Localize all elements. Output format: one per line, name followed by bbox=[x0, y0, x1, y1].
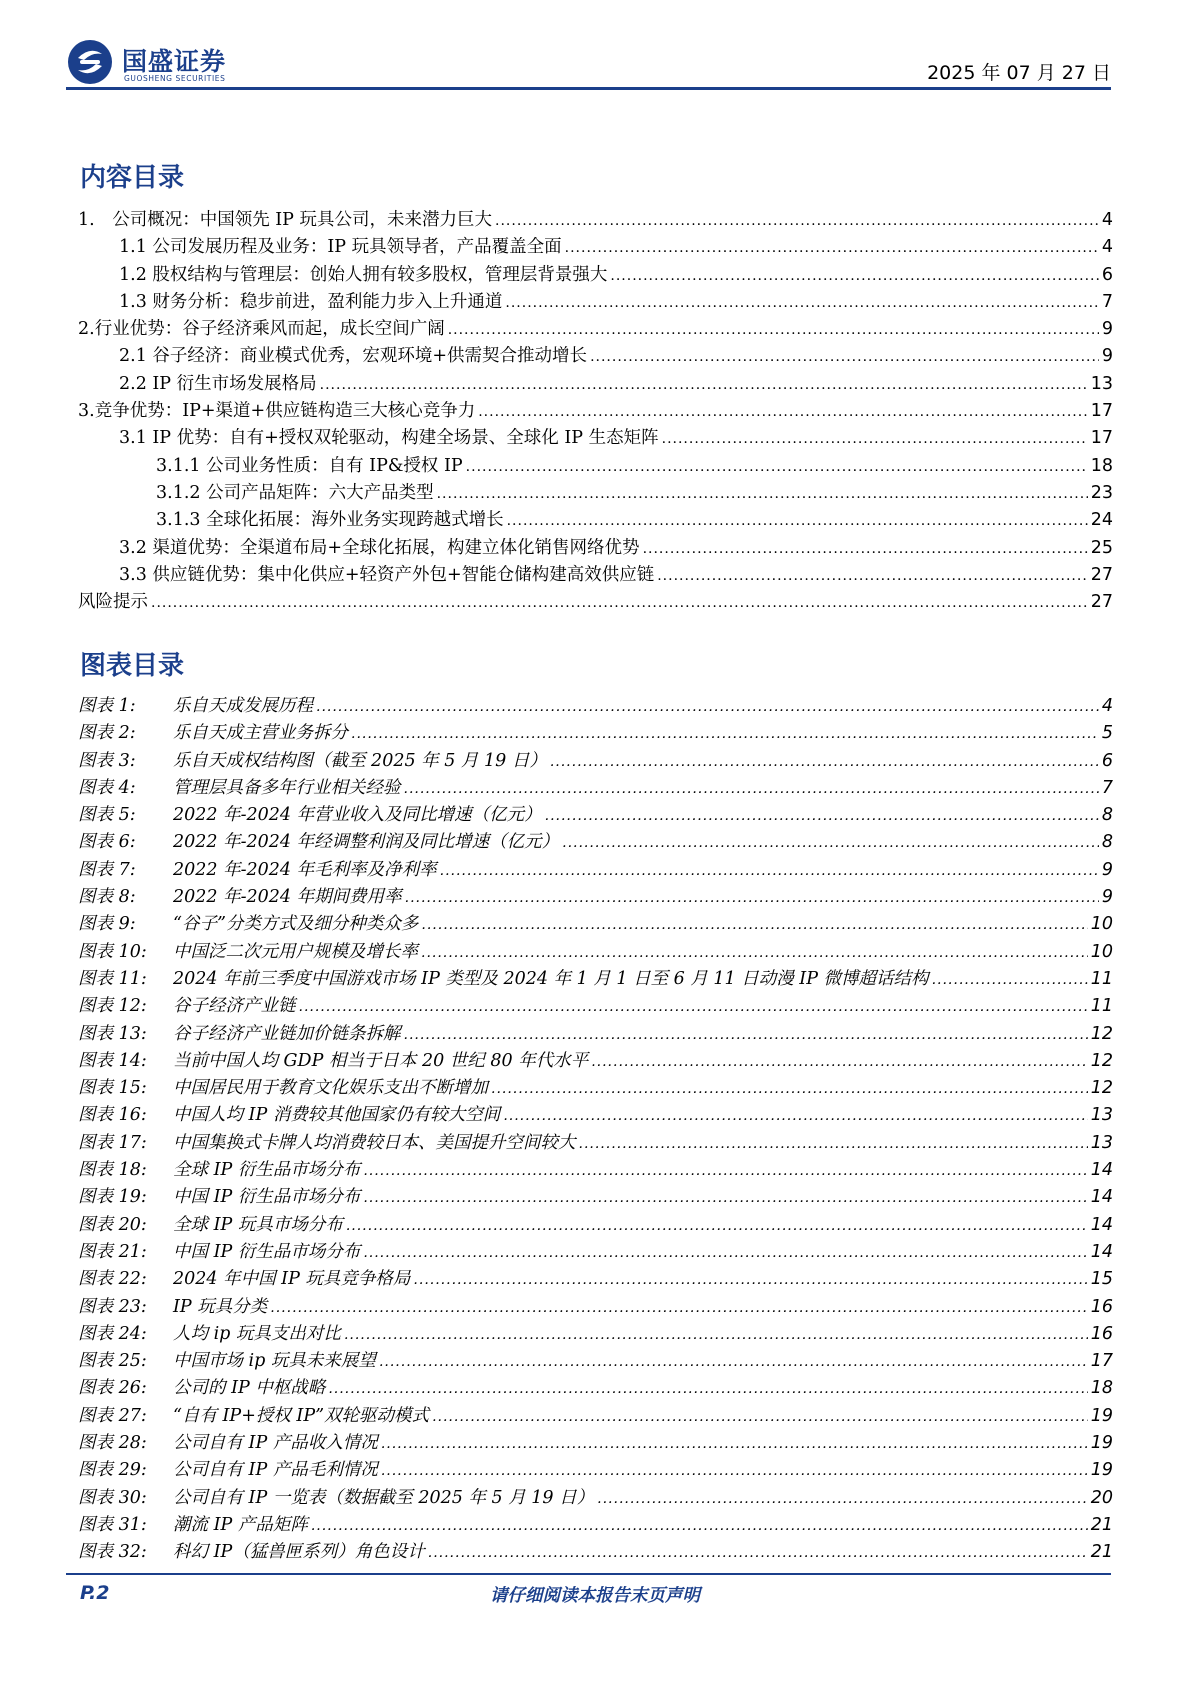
figure-number: 图表 4: bbox=[78, 777, 136, 798]
leader-dots bbox=[440, 863, 1099, 879]
figure-number: 图表 9: bbox=[78, 914, 136, 935]
figure-entry-page: 4 bbox=[1101, 696, 1113, 716]
leader-dots bbox=[405, 890, 1099, 906]
figure-label: 潮流 IP 产品矩阵 bbox=[173, 1514, 308, 1535]
figure-number: 图表 16: bbox=[78, 1105, 147, 1126]
toc-entry-label: 1.1 公司发展历程及业务：IP 玩具领导者，产品覆盖全面 bbox=[119, 237, 562, 258]
leader-dots bbox=[320, 377, 1088, 393]
figure-entry-text bbox=[78, 801, 542, 826]
toc-entry-label: 风险提示 bbox=[78, 592, 148, 613]
figure-label: 公司自有 IP 一览表（数据截至 2025 年 5 月 19 日） bbox=[173, 1487, 595, 1508]
leader-dots bbox=[311, 1518, 1088, 1534]
leader-dots bbox=[491, 1081, 1088, 1097]
figure-entry-text bbox=[78, 1538, 425, 1563]
figure-list bbox=[78, 692, 1113, 1566]
figure-label: 中国居民用于教育文化娱乐支出不断增加 bbox=[173, 1078, 488, 1099]
figure-label: “自有 IP+授权 IP”双轮驱动模式 bbox=[173, 1405, 430, 1426]
leader-dots bbox=[413, 1272, 1087, 1288]
leader-dots bbox=[495, 213, 1099, 229]
figure-number: 图表 6: bbox=[78, 832, 136, 853]
figure-number: 图表 27: bbox=[78, 1405, 147, 1426]
leader-dots bbox=[421, 945, 1088, 961]
figure-entry-page: 19 bbox=[1090, 1433, 1113, 1454]
figure-label: 公司自有 IP 产品收入情况 bbox=[173, 1433, 378, 1454]
leader-dots bbox=[657, 568, 1088, 584]
figure-label: 公司自有 IP 产品毛利情况 bbox=[173, 1460, 378, 1481]
toc-entry[interactable] bbox=[78, 397, 1113, 424]
figure-number: 图表 8: bbox=[78, 887, 136, 908]
leader-dots bbox=[610, 268, 1098, 284]
figure-label: 谷子经济产业链 bbox=[173, 996, 296, 1017]
figure-label: 中国人均 IP 消费较其他国家仍有较大空间 bbox=[173, 1105, 501, 1126]
toc-entry-page: 24 bbox=[1090, 510, 1113, 531]
figure-entry-text bbox=[78, 1183, 360, 1208]
figure-entry-text bbox=[78, 692, 313, 717]
figure-entry-page: 21 bbox=[1090, 1542, 1113, 1563]
leader-dots bbox=[346, 1218, 1088, 1234]
figure-number: 图表 26: bbox=[78, 1378, 147, 1399]
leader-dots bbox=[344, 1327, 1088, 1343]
leader-dots bbox=[590, 349, 1099, 365]
figure-entry[interactable] bbox=[78, 965, 1113, 992]
leader-dots bbox=[363, 1190, 1087, 1206]
figure-number: 图表 11: bbox=[78, 968, 147, 989]
leader-dots bbox=[932, 972, 1088, 988]
figure-entry[interactable] bbox=[78, 1374, 1113, 1401]
figure-entry-page: 18 bbox=[1090, 1378, 1113, 1399]
figure-label: 2022 年-2024 年期间费用率 bbox=[173, 887, 402, 908]
toc-entry[interactable] bbox=[78, 561, 1113, 588]
toc-entry-page: 4 bbox=[1101, 210, 1113, 230]
toc-entry-page: 17 bbox=[1090, 401, 1113, 422]
figure-entry-text bbox=[78, 1456, 378, 1481]
figure-entry[interactable] bbox=[78, 1265, 1113, 1292]
leader-dots bbox=[299, 999, 1088, 1015]
figure-number: 图表 24: bbox=[78, 1323, 147, 1344]
figure-entry[interactable] bbox=[78, 1511, 1113, 1538]
leader-dots bbox=[437, 486, 1088, 502]
figure-number: 图表 29: bbox=[78, 1460, 147, 1481]
figure-number: 图表 12: bbox=[78, 996, 147, 1017]
figure-entry[interactable] bbox=[78, 1047, 1113, 1074]
figure-entry-page: 10 bbox=[1090, 914, 1113, 935]
figure-entry[interactable] bbox=[78, 1156, 1113, 1183]
toc-entry-label: 3.1 IP 优势：自有+授权双轮驱动，构建全场景、全球化 IP 生态矩阵 bbox=[119, 428, 659, 449]
page-number: P.2 bbox=[80, 1582, 110, 1604]
leader-dots bbox=[662, 431, 1088, 447]
footer-divider bbox=[66, 1573, 1111, 1575]
toc-entry[interactable] bbox=[78, 424, 1113, 451]
leader-dots bbox=[363, 1245, 1087, 1261]
toc-entry-label: 3.1.1 公司业务性质：自有 IP&授权 IP bbox=[156, 455, 463, 476]
figure-number: 图表 23: bbox=[78, 1296, 147, 1317]
toc-entry-label: 1.2 股权结构与管理层：创始人拥有较多股权，管理层背景强大 bbox=[119, 264, 608, 285]
leader-dots bbox=[478, 404, 1088, 420]
figure-label: 中国 IP 衍生品市场分布 bbox=[173, 1187, 361, 1208]
toc-entry[interactable] bbox=[78, 342, 1113, 369]
toc-entry-label: 2.1 谷子经济：商业模式优秀，宏观环境+供需契合推动增长 bbox=[119, 346, 588, 367]
toc-entry-page: 7 bbox=[1101, 291, 1113, 312]
figure-number: 图表 31: bbox=[78, 1514, 147, 1535]
figure-label: 全球 IP 玩具市场分布 bbox=[173, 1214, 343, 1235]
toc-entry[interactable] bbox=[78, 588, 1113, 615]
figure-number: 图表 19: bbox=[78, 1187, 147, 1208]
figure-entry[interactable] bbox=[78, 1538, 1113, 1565]
leader-dots bbox=[503, 1108, 1087, 1124]
figure-entry-page: 5 bbox=[1101, 723, 1113, 744]
figure-entry-text bbox=[78, 1293, 267, 1318]
toc-entry[interactable] bbox=[78, 534, 1113, 561]
toc-entry-page: 17 bbox=[1090, 428, 1113, 449]
figure-entry-text bbox=[78, 1074, 488, 1099]
figure-entry[interactable] bbox=[78, 1129, 1113, 1156]
figure-label: “谷子”分类方式及细分种类众多 bbox=[173, 914, 419, 935]
leader-dots bbox=[507, 513, 1088, 529]
figure-label: 乐自天成权结构图（截至 2025 年 5 月 19 日） bbox=[173, 750, 547, 771]
figures-title: 图表目录 bbox=[80, 651, 185, 681]
toc-entry[interactable] bbox=[78, 452, 1113, 479]
leader-dots bbox=[448, 322, 1099, 338]
toc-entry-page: 6 bbox=[1101, 264, 1113, 285]
figure-entry-text bbox=[78, 1020, 401, 1045]
figure-entry[interactable] bbox=[78, 856, 1113, 883]
figure-entry[interactable] bbox=[78, 883, 1113, 910]
leader-dots bbox=[432, 1409, 1088, 1425]
figure-entry[interactable] bbox=[78, 1211, 1113, 1238]
leader-dots bbox=[505, 295, 1098, 311]
figure-entry-page: 20 bbox=[1090, 1487, 1113, 1508]
leader-dots bbox=[550, 754, 1099, 770]
figure-entry[interactable] bbox=[78, 828, 1113, 855]
figure-entry-page: 17 bbox=[1090, 1351, 1113, 1372]
toc-entry-page: 25 bbox=[1090, 537, 1113, 558]
leader-dots bbox=[597, 1491, 1088, 1507]
figure-entry-page: 6 bbox=[1101, 750, 1113, 771]
figure-entry-page: 14 bbox=[1090, 1187, 1113, 1208]
toc-entry-page: 23 bbox=[1090, 482, 1113, 503]
toc-entry-page: 18 bbox=[1090, 455, 1113, 476]
figure-entry-text bbox=[78, 1101, 500, 1126]
toc-entry[interactable] bbox=[78, 315, 1113, 342]
figure-entry-text bbox=[78, 1320, 341, 1345]
toc-entry[interactable] bbox=[78, 261, 1113, 288]
figure-entry-text bbox=[78, 938, 418, 963]
toc-entry-label: 1.3 财务分析：稳步前进，盈利能力步入上升通道 bbox=[119, 291, 503, 312]
toc-entry[interactable] bbox=[78, 288, 1113, 315]
figure-entry[interactable] bbox=[78, 1293, 1113, 1320]
leader-dots bbox=[421, 917, 1087, 933]
figure-entry-page: 15 bbox=[1090, 1269, 1113, 1290]
figure-label: 谷子经济产业链加价链条拆解 bbox=[173, 1023, 401, 1044]
figure-label: 全球 IP 衍生品市场分布 bbox=[173, 1160, 361, 1181]
figure-entry-page: 21 bbox=[1090, 1514, 1113, 1535]
figure-label: 2024 年中国 IP 玩具竞争格局 bbox=[173, 1269, 411, 1290]
leader-dots bbox=[270, 1300, 1087, 1316]
leader-dots bbox=[151, 595, 1088, 611]
figure-number: 图表 17: bbox=[78, 1132, 147, 1153]
figure-entry[interactable] bbox=[78, 1020, 1113, 1047]
figure-entry[interactable] bbox=[78, 719, 1113, 746]
toc-entry-page: 4 bbox=[1101, 237, 1113, 258]
figure-number: 图表 1: bbox=[78, 696, 136, 716]
figure-number: 图表 32: bbox=[78, 1542, 147, 1563]
leader-dots bbox=[428, 1545, 1088, 1561]
toc-entry-label: 3.3 供应链优势：集中化供应+轻资产外包+智能仓储构建高效供应链 bbox=[119, 564, 655, 585]
figure-entry-page: 8 bbox=[1101, 805, 1113, 826]
figure-entry-page: 16 bbox=[1090, 1323, 1113, 1344]
toc-entry-page: 27 bbox=[1090, 564, 1113, 585]
figure-entry-text bbox=[78, 1211, 343, 1236]
figure-entry-page: 19 bbox=[1090, 1460, 1113, 1481]
figure-entry[interactable] bbox=[78, 1320, 1113, 1347]
figure-number: 图表 10: bbox=[78, 941, 147, 962]
figure-entry-page: 14 bbox=[1090, 1241, 1113, 1262]
figure-entry[interactable] bbox=[78, 1456, 1113, 1483]
figure-entry[interactable] bbox=[78, 1429, 1113, 1456]
leader-dots bbox=[545, 808, 1099, 824]
leader-dots bbox=[381, 1463, 1088, 1479]
leader-dots bbox=[351, 726, 1099, 742]
figure-entry[interactable] bbox=[78, 747, 1113, 774]
figure-entry-page: 11 bbox=[1090, 968, 1113, 989]
figure-number: 图表 13: bbox=[78, 1023, 147, 1044]
toc-entry-label: 1. 公司概况：中国领先 IP 玩具公司，未来潜力巨大 bbox=[78, 210, 493, 230]
figure-entry-text bbox=[78, 965, 929, 990]
figure-label: 中国市场 ip 玩具未来展望 bbox=[173, 1351, 376, 1372]
figure-label: 中国 IP 衍生品市场分布 bbox=[173, 1241, 361, 1262]
figure-entry-page: 16 bbox=[1090, 1296, 1113, 1317]
figure-number: 图表 14: bbox=[78, 1050, 147, 1071]
guosheng-logo-icon bbox=[66, 38, 114, 86]
toc-entry-label: 3.竞争优势：IP+渠道+供应链构造三大核心竞争力 bbox=[78, 401, 476, 422]
figure-entry-page: 8 bbox=[1101, 832, 1113, 853]
figure-number: 图表 30: bbox=[78, 1487, 147, 1508]
figure-entry-text bbox=[78, 883, 402, 908]
figure-entry-page: 14 bbox=[1090, 1214, 1113, 1235]
figure-entry[interactable] bbox=[78, 992, 1113, 1019]
figure-entry-text bbox=[78, 828, 559, 853]
figure-label: 2022 年-2024 年经调整利润及同比增速（亿元） bbox=[173, 832, 560, 853]
figure-number: 图表 22: bbox=[78, 1269, 147, 1290]
figure-entry-text bbox=[78, 1238, 360, 1263]
toc-entry-label: 3.1.3 全球化拓展：海外业务实现跨越式增长 bbox=[156, 510, 504, 531]
figure-entry-page: 12 bbox=[1090, 1023, 1113, 1044]
figure-entry-text bbox=[78, 1047, 588, 1072]
figure-entry-text bbox=[78, 1129, 576, 1154]
figure-number: 图表 5: bbox=[78, 805, 136, 826]
toc-title: 内容目录 bbox=[80, 163, 185, 193]
figure-label: 2022 年-2024 年营业收入及同比增速（亿元） bbox=[173, 805, 542, 826]
figure-label: 当前中国人均 GDP 相当于日本 20 世纪 80 年代水平 bbox=[173, 1050, 589, 1071]
figure-entry[interactable] bbox=[78, 1183, 1113, 1210]
leader-dots bbox=[562, 835, 1099, 851]
figure-entry-text bbox=[78, 856, 437, 881]
leader-dots bbox=[591, 1054, 1088, 1070]
figure-entry-text bbox=[78, 910, 418, 935]
toc-entry-label: 3.1.2 公司产品矩阵：六大产品类型 bbox=[156, 482, 434, 503]
figure-entry[interactable] bbox=[78, 1484, 1113, 1511]
table-of-contents bbox=[78, 206, 1113, 615]
figure-label: 乐自天成主营业务拆分 bbox=[173, 723, 348, 744]
figure-entry-page: 10 bbox=[1090, 941, 1113, 962]
leader-dots bbox=[404, 781, 1099, 797]
leader-dots bbox=[316, 699, 1099, 715]
leader-dots bbox=[404, 1027, 1088, 1043]
toc-entry[interactable] bbox=[78, 206, 1113, 233]
figure-entry-text bbox=[78, 1265, 410, 1290]
figure-entry-text bbox=[78, 1511, 308, 1536]
figure-entry[interactable] bbox=[78, 1101, 1113, 1128]
figure-label: 2022 年-2024 年毛利率及净利率 bbox=[173, 859, 437, 880]
leader-dots bbox=[379, 1354, 1088, 1370]
toc-entry-page: 27 bbox=[1090, 592, 1113, 613]
toc-entry-label: 2.行业优势：谷子经济乘风而起，成长空间广阔 bbox=[78, 319, 445, 340]
toc-entry[interactable] bbox=[78, 479, 1113, 506]
figure-number: 图表 3: bbox=[78, 750, 136, 771]
toc-entry-page: 13 bbox=[1090, 373, 1113, 394]
figure-number: 图表 7: bbox=[78, 859, 136, 880]
figure-entry-page: 7 bbox=[1101, 777, 1113, 798]
brand-name-en: GUOSHENG SECURITIES bbox=[124, 74, 226, 83]
figure-entry[interactable] bbox=[78, 910, 1113, 937]
toc-entry[interactable] bbox=[78, 233, 1113, 260]
leader-dots bbox=[466, 459, 1088, 475]
figure-entry[interactable] bbox=[78, 1074, 1113, 1101]
figure-label: 2024 年前三季度中国游戏市场 IP 类型及 2024 年 1 月 1 日至 6 月 11 日动漫 IP 微博超话结构 bbox=[173, 968, 929, 989]
leader-dots bbox=[381, 1436, 1088, 1452]
figure-entry-page: 14 bbox=[1090, 1160, 1113, 1181]
figure-label: IP 玩具分类 bbox=[173, 1296, 268, 1317]
figure-entry[interactable] bbox=[78, 1347, 1113, 1374]
figure-entry-page: 13 bbox=[1090, 1105, 1113, 1126]
toc-entry-page: 9 bbox=[1101, 319, 1113, 340]
figure-label: 中国集换式卡牌人均消费较日本、美国提升空间较大 bbox=[173, 1132, 576, 1153]
figure-label: 人均 ip 玩具支出对比 bbox=[173, 1323, 341, 1344]
figure-entry-page: 12 bbox=[1090, 1050, 1113, 1071]
figure-label: 公司的 IP 中枢战略 bbox=[173, 1378, 326, 1399]
figure-label: 管理层具备多年行业相关经验 bbox=[173, 777, 401, 798]
toc-entry[interactable] bbox=[78, 370, 1113, 397]
figure-number: 图表 21: bbox=[78, 1241, 147, 1262]
figure-entry-text bbox=[78, 747, 547, 772]
page-header bbox=[0, 0, 1190, 100]
figure-entry-text bbox=[78, 1156, 360, 1181]
figure-entry-text bbox=[78, 774, 401, 799]
figure-label: 中国泛二次元用户规模及增长率 bbox=[173, 941, 418, 962]
figure-entry[interactable] bbox=[78, 1402, 1113, 1429]
figure-entry[interactable] bbox=[78, 692, 1113, 719]
figure-number: 图表 25: bbox=[78, 1351, 147, 1372]
leader-dots bbox=[643, 541, 1088, 557]
report-date: 2025 年 07 月 27 日 bbox=[927, 62, 1111, 84]
figure-entry-text bbox=[78, 992, 296, 1017]
figure-number: 图表 15: bbox=[78, 1078, 147, 1099]
figure-entry-text bbox=[78, 1347, 376, 1372]
toc-entry-label: 3.2 渠道优势：全渠道布局+全球化拓展，构建立体化销售网络优势 bbox=[119, 537, 640, 558]
figure-entry-text bbox=[78, 1484, 594, 1509]
figure-entry-text bbox=[78, 1402, 429, 1427]
figure-number: 图表 20: bbox=[78, 1214, 147, 1235]
figure-entry-page: 13 bbox=[1090, 1132, 1113, 1153]
disclaimer: 请仔细阅读本报告末页声明 bbox=[490, 1586, 700, 1606]
header-divider bbox=[66, 87, 1111, 90]
figure-entry-page: 9 bbox=[1101, 887, 1113, 908]
figure-entry[interactable] bbox=[78, 801, 1113, 828]
figure-number: 图表 18: bbox=[78, 1160, 147, 1181]
figure-number: 图表 28: bbox=[78, 1433, 147, 1454]
figure-entry-page: 11 bbox=[1090, 996, 1113, 1017]
figure-entry[interactable] bbox=[78, 938, 1113, 965]
toc-entry[interactable] bbox=[78, 506, 1113, 533]
figure-entry[interactable] bbox=[78, 1238, 1113, 1265]
figure-entry-text bbox=[78, 719, 348, 744]
leader-dots bbox=[579, 1136, 1088, 1152]
figure-number: 图表 2: bbox=[78, 723, 136, 744]
leader-dots bbox=[363, 1163, 1087, 1179]
brand-name: 国盛证券 bbox=[122, 47, 227, 76]
figure-label: 乐自天成发展历程 bbox=[173, 696, 313, 716]
leader-dots bbox=[328, 1381, 1087, 1397]
figure-label: 科幻 IP（猛兽匣系列）角色设计 bbox=[173, 1542, 425, 1563]
figure-entry-page: 9 bbox=[1101, 859, 1113, 880]
figure-entry-text bbox=[78, 1429, 378, 1454]
leader-dots bbox=[565, 240, 1099, 256]
figure-entry-text bbox=[78, 1374, 325, 1399]
toc-entry-page: 9 bbox=[1101, 346, 1113, 367]
toc-entry-label: 2.2 IP 衍生市场发展格局 bbox=[119, 373, 317, 394]
figure-entry[interactable] bbox=[78, 774, 1113, 801]
figure-entry-page: 12 bbox=[1090, 1078, 1113, 1099]
figure-entry-page: 19 bbox=[1090, 1405, 1113, 1426]
